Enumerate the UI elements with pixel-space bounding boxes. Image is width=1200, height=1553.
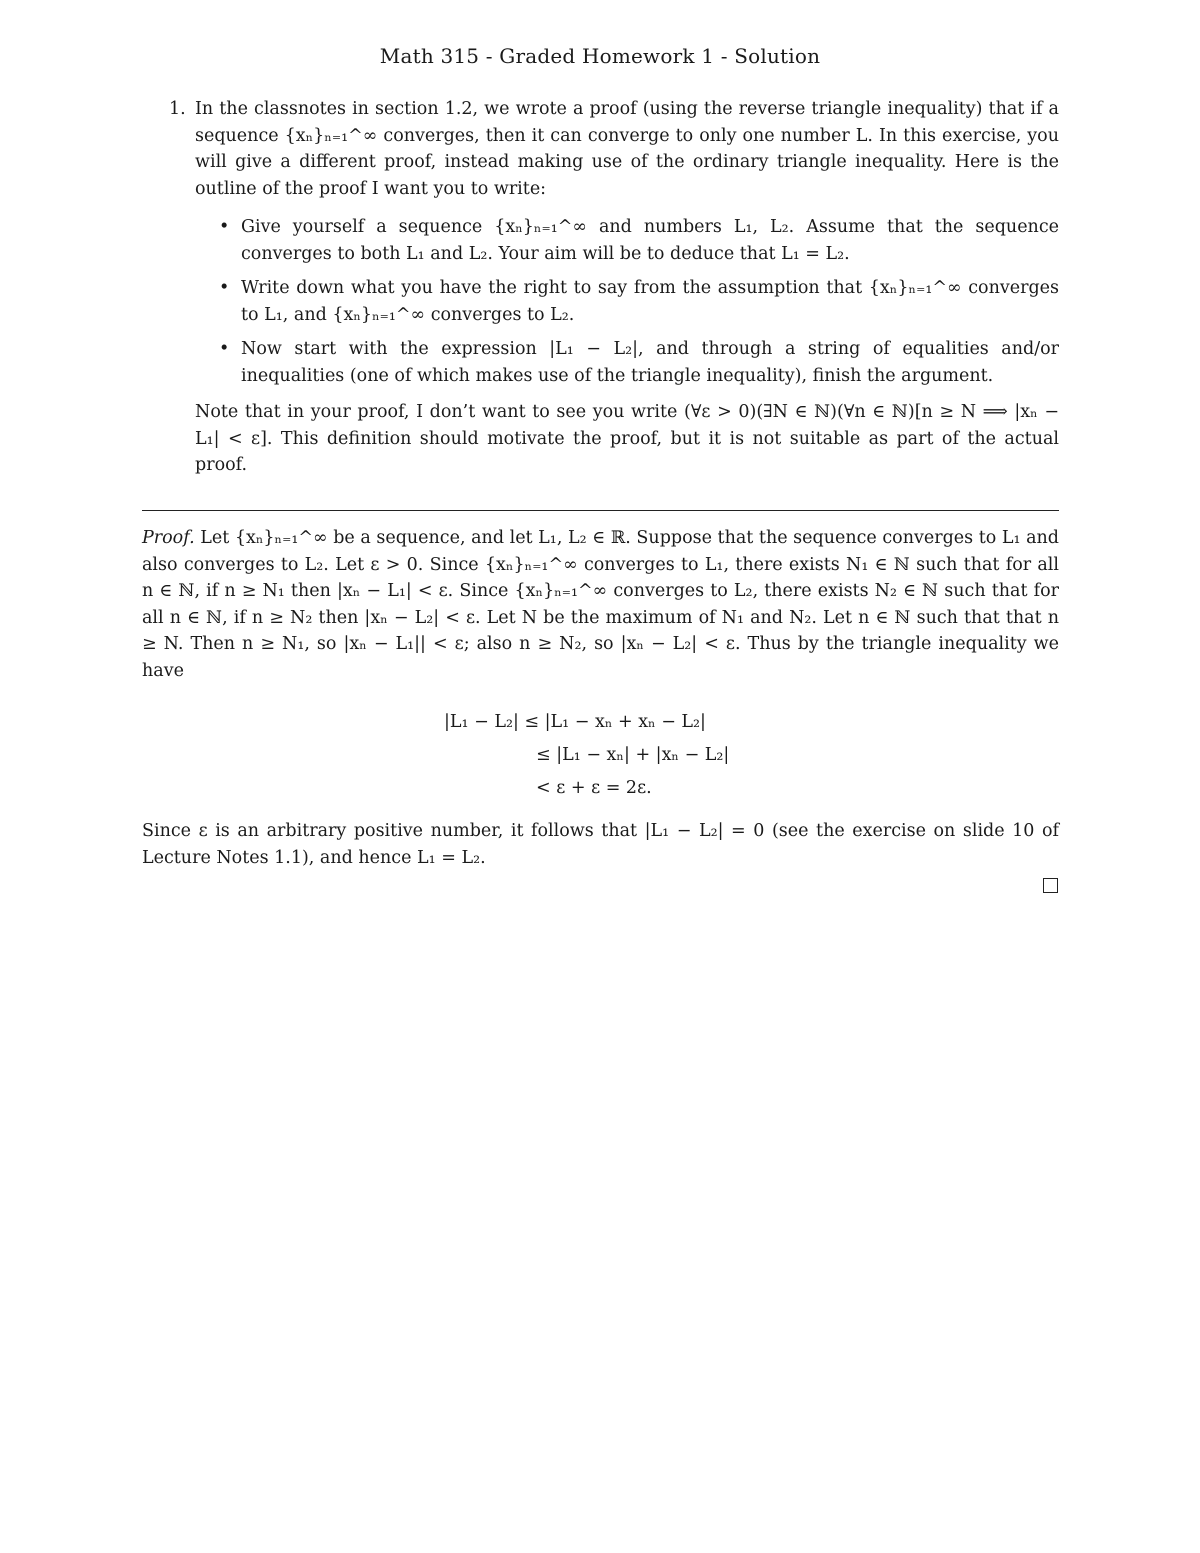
inequality-chain [444, 706, 729, 805]
proof-label: Proof. [142, 528, 195, 548]
outline-item: • Give yourself a sequence {xₙ}ₙ₌₁^∞ and numbers L₁, L₂. Assume that the sequence converges to both L₁ and L₂. Your aim will be to deduce that L₁ = L₂. [241, 214, 1059, 267]
proof-conclusion: Since ε is an arbitrary positive number, it follows that |L₁ − L₂| = 0 (see the exercise on slide 10 of Lecture Notes 1.1), and hence L₁ = L₂. [142, 821, 1059, 868]
outline-item: • Now start with the expression |L₁ − L₂|, and through a string of equalities and/or inequalities (one of which makes use of the triangle inequality), finish the argument. [241, 336, 1059, 389]
outline-list [195, 214, 1059, 389]
equation-line: < ε + ε = 2ε. [536, 778, 652, 798]
page-title: Math 315 - Graded Homework 1 - Solution [379, 44, 821, 68]
outline-item: • Write down what you have the right to say from the assumption that {xₙ}ₙ₌₁^∞ converges to L₁, and {xₙ}ₙ₌₁^∞ converges to L₂. [241, 275, 1059, 328]
problem-1 [142, 96, 1059, 479]
section-divider [142, 510, 1059, 511]
problem-number: 1. [169, 99, 186, 119]
problem-intro: In the classnotes in section 1.2, we wrote a proof (using the reverse triangle inequality) that if a sequence {xₙ}ₙ₌₁^∞ converges, then it can converge to only one number L. In this exercise, you will give a different proof, instead making use of the ordinary triangle inequality. Here is the outline of the proof I want you to write: [195, 99, 1059, 199]
equation-line: |L₁ − L₂| ≤ |L₁ − xₙ + xₙ − L₂| [444, 712, 706, 732]
proof-paragraph [142, 525, 1059, 685]
problem-body [195, 96, 1059, 479]
problem-note: Note that in your proof, I don’t want to see you write (∀ε > 0)(∃N ∈ ℕ)(∀n ∈ ℕ)[n ≥ N ⟹ |xₙ − L₁| < ε]. This definition should motivate the proof, but it is not suitable as part of the actual proof. [195, 402, 1059, 475]
proof-body: Let {xₙ}ₙ₌₁^∞ be a sequence, and let L₁, L₂ ∈ ℝ. Suppose that the sequence converges to L₁ and also converges to L₂. Let ε > 0. Since {xₙ}ₙ₌₁^∞ converges to L₁, there exists N₁ ∈ ℕ such that for all n ∈ ℕ, if n ≥ N₁ then |xₙ − L₁| < ε. Since {xₙ}ₙ₌₁^∞ converges to L₂, there exists N₂ ∈ ℕ such that for all n ∈ ℕ, if n ≥ N₂ then |xₙ − L₂| < ε. Let N be the maximum of N₁ and N₂. Let n ∈ ℕ such that that n ≥ N. Then n ≥ N₁, so |xₙ − L₁|| < ε; also n ≥ N₂, so |xₙ − L₂| < ε. Thus by the triangle inequality we have [142, 528, 1059, 681]
equation-line: ≤ |L₁ − xₙ| + |xₙ − L₂| [536, 745, 730, 765]
qed-square-icon [1043, 878, 1058, 893]
